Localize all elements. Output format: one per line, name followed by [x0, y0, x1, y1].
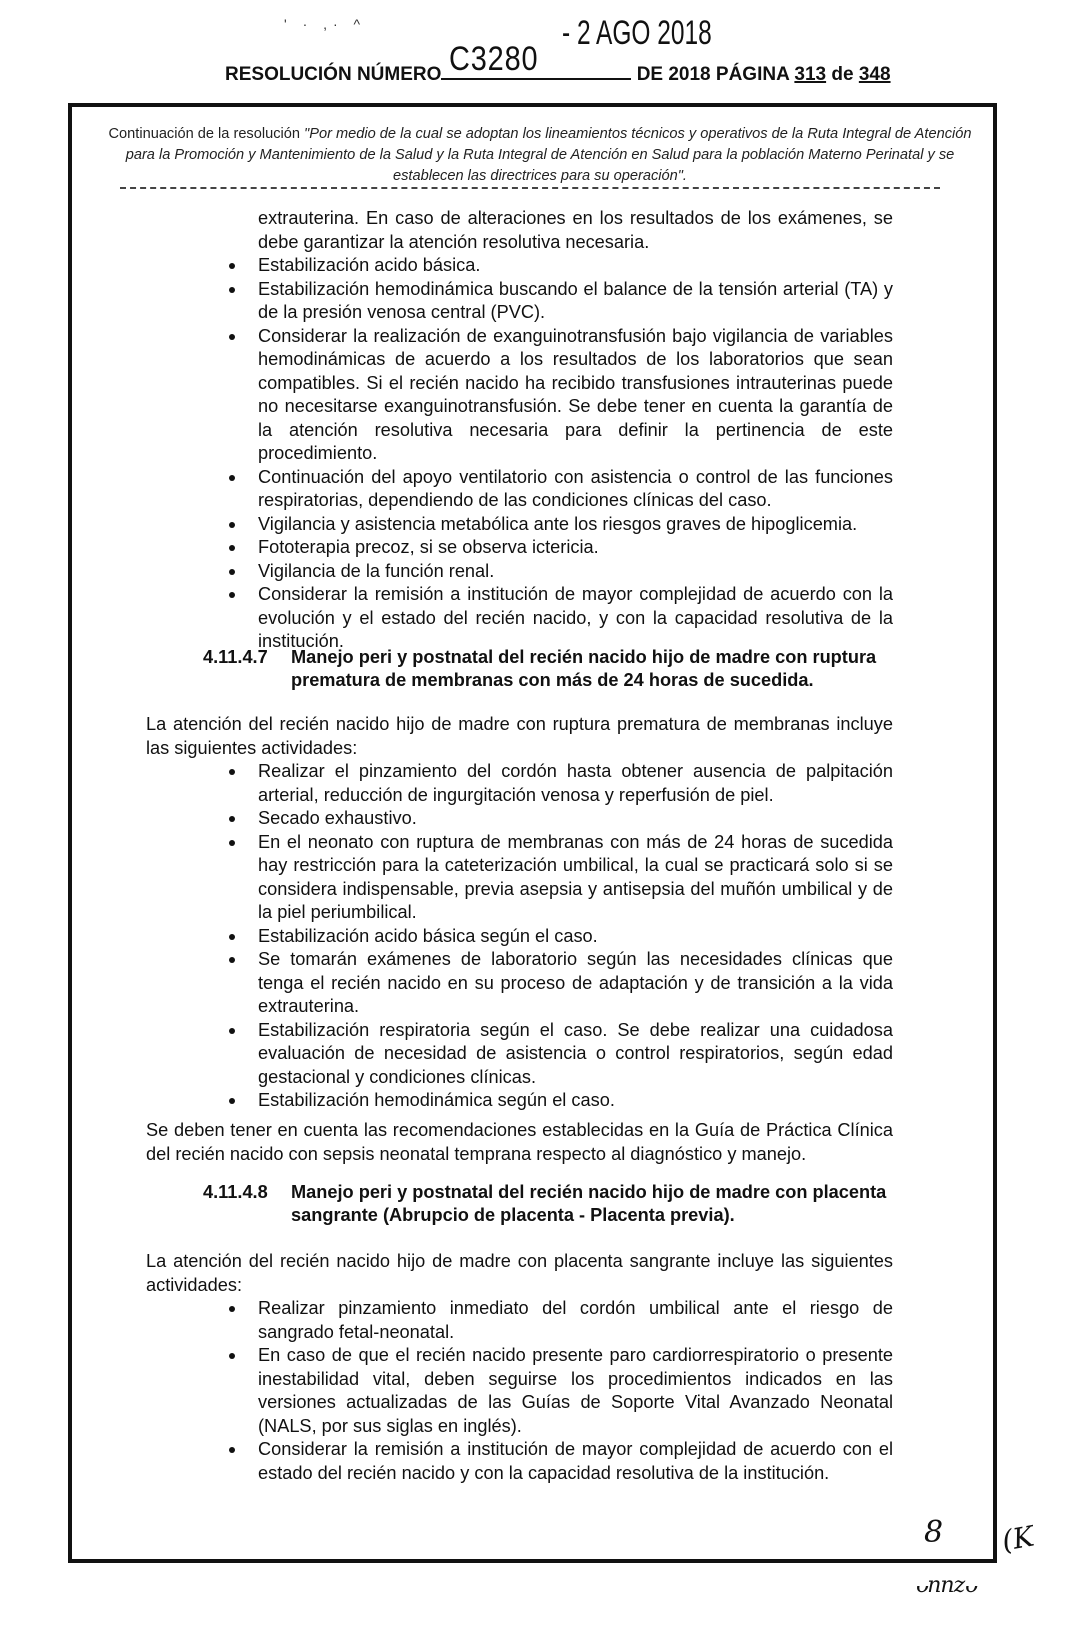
list-item: Vigilancia de la función renal.: [258, 560, 893, 584]
list-item: Considerar la realización de exanguinotransfusión bajo vigilancia de variables hemodinámicas de acuerdo a los resultados de los laboratorios que sean compatibles. Si el recién nacido ha recibido transfusiones intrauterinas puede no necesitarse exanguinotransfusión. Se debe tener en cuenta la garantía de la atención resolutiva necesaria para definir la pertinencia de este procedimiento.: [258, 325, 893, 466]
section-heading-4-11-4-8: [203, 1181, 923, 1231]
handwritten-initial: 8: [924, 1515, 944, 1550]
bullet-icon: [229, 816, 235, 822]
section-4-11-4-8-bullets: [258, 1297, 893, 1485]
section-title-line1: Manejo peri y postnatal del recién nacido hijo de madre con placenta: [291, 1182, 887, 1202]
bullet-icon: [229, 957, 235, 963]
list-item: Secado exhaustivo.: [258, 807, 893, 831]
handwritten-signature: ᴗnnzᴗ: [915, 1573, 977, 1598]
page-current: 313: [794, 64, 827, 85]
page-header: [0, 0, 1080, 100]
date-stamp: - 2 AGO 2018: [562, 14, 712, 52]
list-item: Estabilización acido básica según el caso.: [258, 925, 893, 949]
list-item: Estabilización hemodinámica según el caso.: [258, 1089, 893, 1113]
list-item: Estabilización hemodinámica buscando el balance de la tensión arterial (TA) y de la presión venosa central (PVC).: [258, 278, 893, 325]
bullet-icon: [229, 263, 235, 269]
bullet-icon: [229, 1353, 235, 1359]
dashed-divider: [120, 187, 940, 189]
section-intro-4-11-4-7: La atención del recién nacido hijo de madre con ruptura prematura de membranas incluye las siguientes actividades:: [146, 714, 893, 758]
list-item: Realizar pinzamiento inmediato del cordón umbilical ante el riesgo de sangrado fetal-neonatal.: [258, 1297, 893, 1344]
bullet-icon: [229, 840, 235, 846]
prev-section: [258, 207, 893, 654]
list-item: Vigilancia y asistencia metabólica ante los riesgos graves de hipoglicemia.: [258, 513, 893, 537]
section-4-11-4-7-bullets: [258, 760, 893, 1113]
section-number: 4.11.4.8: [203, 1182, 268, 1202]
scan-artifacts: ' · ,· ^: [284, 16, 367, 32]
bullet-icon: [229, 592, 235, 598]
bullet-icon: [229, 569, 235, 575]
page-total: 348: [858, 64, 891, 85]
bullet-icon: [229, 934, 235, 940]
bullet-icon: [229, 522, 235, 528]
section-title-line2: sangrante (Abrupcio de placenta - Placenta previa).: [291, 1205, 735, 1225]
section-title-line2: prematura de membranas con más de 24 horas de sucedida.: [291, 670, 814, 690]
bullet-list: [258, 1297, 893, 1485]
continued-paragraph: extrauterina. En caso de alteraciones en los resultados de los exámenes, se debe garantizar la atención resolutiva necesaria.: [258, 208, 893, 252]
bullet-icon: [229, 475, 235, 481]
resolution-prefix: RESOLUCIÓN NÚMERO: [225, 64, 442, 85]
list-item: Estabilización acido básica.: [258, 254, 893, 278]
section-heading-4-11-4-7: [203, 646, 923, 696]
bullet-icon: [229, 769, 235, 775]
bullet-icon: [229, 1306, 235, 1312]
section-number: 4.11.4.7: [203, 647, 268, 667]
bullet-icon: [229, 334, 235, 340]
resolution-middle: DE 2018 PÁGINA: [636, 64, 790, 85]
bullet-icon: [229, 1028, 235, 1034]
bullet-icon: [229, 1447, 235, 1453]
resolution-number-stamp: C3280: [449, 40, 539, 78]
list-item: En caso de que el recién nacido presente paro cardiorrespiratorio o presente inestabilidad vital, deben seguirse los procedimientos indicados en las versiones actualizadas de las Guías de Soporte Vital Avanzado Neonatal (NALS, por sus siglas en inglés).: [258, 1344, 893, 1438]
list-item: Considerar la remisión a institución de mayor complejidad de acuerdo con la evolución y el estado del recién nacido, y con la capacidad resolutiva de la institución.: [258, 583, 893, 654]
list-item: Realizar el pinzamiento del cordón hasta obtener ausencia de palpitación arterial, reducción de ingurgitación venosa y reperfusión de piel.: [258, 760, 893, 807]
list-item: Continuación del apoyo ventilatorio con asistencia o control de las funciones respiratorias, dependiendo de las condiciones clínicas del caso.: [258, 466, 893, 513]
list-item: Se tomarán exámenes de laboratorio según las necesidades clínicas que tenga el recién nacido en su proceso de adaptación y de transición a la vida extrauterina.: [258, 948, 893, 1019]
resolution-line: [225, 40, 891, 86]
resolution-number-field: [441, 40, 631, 80]
list-item: Considerar la remisión a institución de mayor complejidad de acuerdo con el estado del recién nacido y con la capacidad resolutiva de la institución.: [258, 1438, 893, 1485]
section-closing-paragraph: Se deben tener en cuenta las recomendaciones establecidas en la Guía de Práctica Clínica del recién nacido con sepsis neonatal temprana respecto al diagnóstico y manejo.: [146, 1120, 893, 1164]
handwritten-initials-margin: (K: [999, 1519, 1037, 1558]
bullet-icon: [229, 287, 235, 293]
list-item: Estabilización respiratoria según el caso. Se debe realizar una cuidadosa evaluación de necesidad de asistencia o control respiratorios, según edad gestacional y condiciones clínicas.: [258, 1019, 893, 1090]
continuation-note: [100, 124, 980, 187]
list-item: En el neonato con ruptura de membranas con más de 24 horas de sucedida hay restricción para la cateterización umbilical, la cual se practicará solo si se considera indispensable, previa asepsia y antisepsia del muñón umbilical y de la piel periumbilical.: [258, 831, 893, 925]
prev-bullet-list: [258, 254, 893, 654]
page-of: de: [831, 64, 854, 85]
bullet-icon: [229, 1098, 235, 1104]
list-item: Fototerapia precoz, si se observa ictericia.: [258, 536, 893, 560]
continuation-title: "Por medio de la cual se adoptan los lineamientos técnicos y operativos de la Ruta Integral de Atención para la Promoción y Mantenimiento de la Salud y la Ruta Integral de Atención en Salud para la población Materno Perinatal y se establecen las directrices para su operación".: [125, 126, 972, 184]
section-intro-4-11-4-8: La atención del recién nacido hijo de madre con placenta sangrante incluye las siguientes actividades:: [146, 1251, 893, 1295]
continuation-lead: Continuación de la resolución: [108, 126, 305, 142]
bullet-icon: [229, 545, 235, 551]
bullet-list: [258, 760, 893, 1113]
section-title-line1: Manejo peri y postnatal del recién nacido hijo de madre con ruptura: [291, 647, 877, 667]
